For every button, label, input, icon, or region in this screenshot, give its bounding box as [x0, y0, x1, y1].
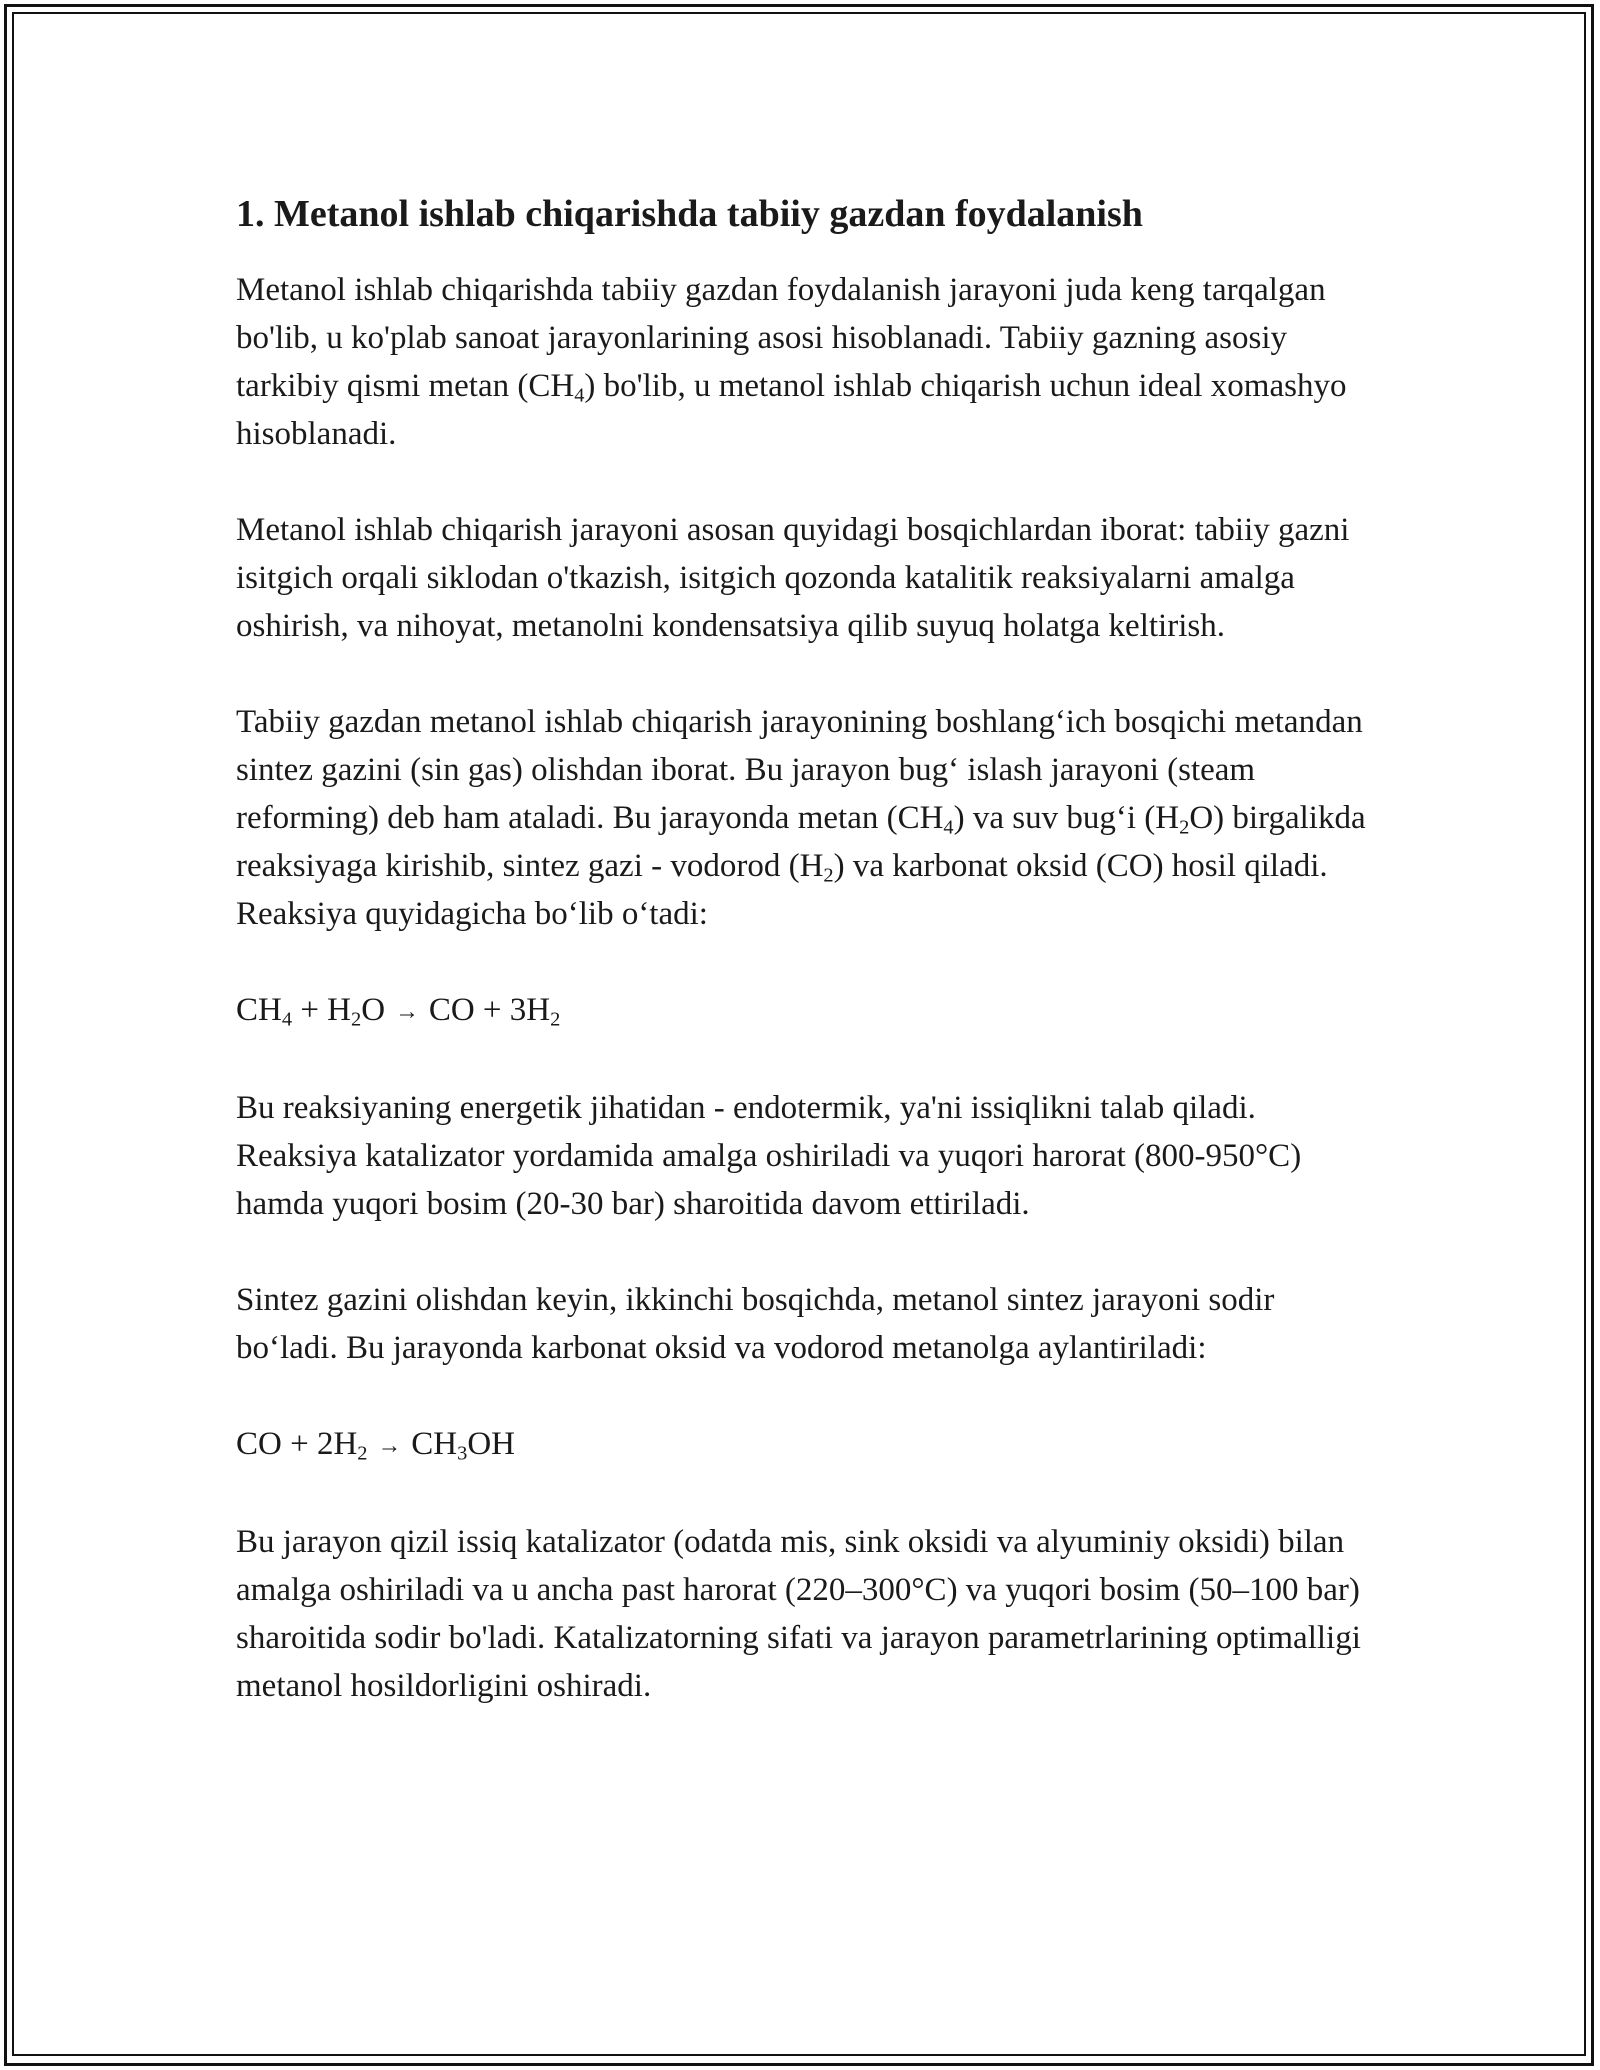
formula-term: CO + 2H — [236, 1425, 358, 1462]
subscript: 3 — [457, 1442, 468, 1465]
subscript: 2 — [1179, 816, 1190, 839]
steam-reforming-text-a: Tabiiy gazdan metanol ishlab chiqarish jarayonining boshlang‘ich bosqichi metandan sintez gazini (sin gas) olishdan iborat. Bu jarayon bug‘ islash jarayoni (steam reforming) deb ham ataladi. Bu jarayonda metan (CH — [236, 704, 1363, 836]
subscript: 4 — [574, 384, 585, 407]
formula-term: CH — [236, 992, 282, 1028]
subscript: 4 — [943, 816, 954, 839]
paragraph-steam-reforming — [236, 698, 1366, 938]
subscript: 4 — [281, 1008, 293, 1031]
subscript: 2 — [351, 1008, 362, 1031]
subscript: 2 — [550, 1008, 561, 1031]
paragraph-intro — [236, 266, 1366, 458]
paragraph-intro-text-a: Metanol ishlab chiqarishda tabiiy gazdan foydalanish jarayoni juda keng tarqalgan bo'lib, u ko'plab sanoat jarayonlarining asosi hisoblanadi. Tabiiy gazning asosiy tarkibiy qismi metan (CH — [236, 272, 1326, 404]
steam-reforming-text-d: ) va karbonat oksid (CO) hosil qiladi. Reaksiya quyidagicha bo‘lib o‘tadi: — [236, 848, 1328, 932]
reaction-equation-reforming — [236, 986, 1366, 1036]
steam-reforming-text-b: ) va suv bug‘i (H — [953, 800, 1180, 836]
paragraph-methanol-synthesis: Sintez gazini olishdan keyin, ikkinchi bosqichda, metanol sintez jarayoni sodir bo‘ladi. Bu jarayonda karbonat oksid va vodorod metanolga aylantiriladi: — [236, 1281, 1275, 1366]
paragraph-intro-text-b: ) bo'lib, u metanol ishlab chiqarish uchun ideal xomashyo hisoblanadi. — [236, 368, 1347, 452]
formula-term: CH — [411, 1425, 458, 1462]
steam-reforming-text-c: O) birgalikda reaksiyaga kirishib, sintez gazi - vodorod (H — [236, 800, 1366, 884]
reaction-equation-synthesis — [236, 1420, 1366, 1470]
reaction-arrow-icon: → — [377, 1432, 402, 1459]
formula-term: CO + 3H — [428, 992, 551, 1028]
document-body — [236, 184, 1366, 1758]
section-heading: 1. Metanol ishlab chiqarishda tabiiy gazdan foydalanish — [236, 193, 1143, 235]
subscript: 2 — [823, 864, 834, 887]
paragraph-endothermic: Bu reaksiyaning energetik jihatidan - endotermik, ya'ni issiqlikni talab qiladi. Reaksiya katalizator yordamida amalga oshiriladi va yuqori harorat (800-950°C) hamda yuqori bosim (20-30 bar) sharoitida davom ettiriladi. — [236, 1089, 1302, 1222]
formula-term: OH — [467, 1425, 515, 1462]
paragraph-process-stages: Metanol ishlab chiqarish jarayoni asosan quyidagi bosqichlardan iborat: tabiiy gazni isitgich orqali siklodan o'tkazish, isitgich qozonda katalitik reaksiyalarni amalga oshirish, va nihoyat, metanolni kondensatsiya qilib suyuq holatga keltirish. — [236, 512, 1350, 644]
reaction-arrow-icon: → — [395, 998, 419, 1025]
paragraph-catalyst: Bu jarayon qizil issiq katalizator (odatda mis, sink oksidi va alyuminiy oksidi) bilan amalga oshiriladi va u ancha past harorat (220–300°C) va yuqori bosim (50–100 bar) sharoitida sodir bo'ladi. Katalizatorning sifati va jarayon parametrlarining optimalligi metanol hosildorligini oshiradi. — [236, 1523, 1361, 1704]
formula-term: + H — [292, 992, 352, 1028]
subscript: 2 — [357, 1442, 368, 1465]
formula-term: O — [361, 992, 386, 1028]
